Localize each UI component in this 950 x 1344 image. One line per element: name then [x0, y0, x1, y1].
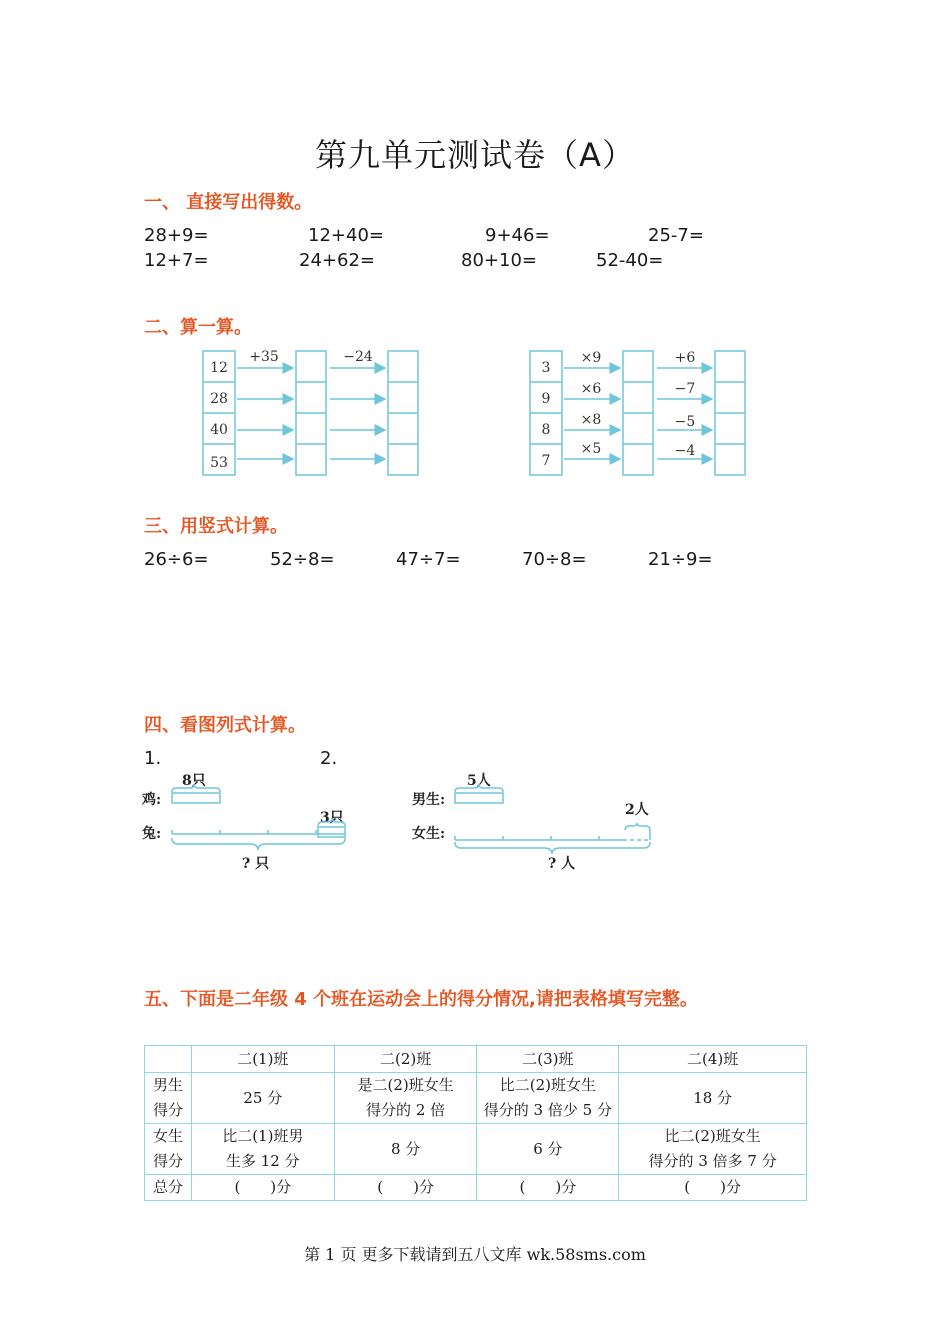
- division-item: 70÷8=: [522, 549, 587, 570]
- table-row: [145, 1073, 807, 1124]
- chain-operation: −24: [343, 349, 373, 365]
- chain-operation: ×6: [580, 381, 602, 397]
- page-footer: 第 1 页 更多下载请到五八文库 wk.58sms.com: [304, 1245, 646, 1264]
- answer-blank[interactable]: ( )分: [191, 1175, 334, 1201]
- answer-blank[interactable]: ( )分: [477, 1175, 619, 1201]
- diagram-question: ? 只: [242, 856, 270, 872]
- chain-operation: −5: [674, 414, 696, 430]
- section3-heading: 三、用竖式计算。: [144, 516, 288, 537]
- table-header-cell: 二(1)班: [191, 1046, 334, 1073]
- table-cell: 比二(2)班女生 得分的 3 倍少 5 分: [477, 1073, 619, 1124]
- table-cell: 6 分: [477, 1124, 619, 1175]
- diagram-label: 兔:: [142, 826, 162, 842]
- chain-operation: ×9: [580, 350, 602, 366]
- equation: 12+7=: [144, 250, 209, 271]
- table-cell: 比二(1)班男 生多 12 分: [191, 1124, 334, 1175]
- chain-input: 7: [541, 453, 551, 469]
- table-cell: 8 分: [334, 1124, 477, 1175]
- table-header-cell: 二(4)班: [619, 1046, 807, 1073]
- section2-heading: 二、算一算。: [144, 317, 252, 338]
- division-item: 47÷7=: [396, 549, 461, 570]
- equation: 12+40=: [308, 225, 384, 246]
- section4-heading: 四、看图列式计算。: [144, 715, 306, 736]
- equation: 9+46=: [485, 225, 550, 246]
- chain-operation: ×8: [580, 412, 602, 428]
- chain-input: 9: [541, 391, 551, 407]
- calc-chain-left: [200, 345, 425, 480]
- table-header-cell: 二(3)班: [477, 1046, 619, 1073]
- table-row: [145, 1124, 807, 1175]
- diagram-question: ? 人: [548, 856, 576, 872]
- line-diagram-1: [140, 768, 355, 878]
- problem-number: 2.: [320, 748, 338, 769]
- table-row: [145, 1175, 807, 1201]
- row-label: 男生 得分: [145, 1073, 192, 1124]
- diagram-label: 女生:: [412, 826, 446, 842]
- table-cell: 25 分: [191, 1073, 334, 1124]
- diagram-label: 鸡:: [142, 792, 162, 808]
- equation: 52-40=: [596, 250, 664, 271]
- table-cell: 18 分: [619, 1073, 807, 1124]
- chain-input: 12: [210, 360, 228, 376]
- table-header-row: [145, 1046, 807, 1073]
- chain-input: 8: [541, 422, 551, 438]
- line-diagram-2: [410, 768, 660, 878]
- chain-input: 53: [210, 455, 228, 471]
- problem-number: 1.: [144, 748, 162, 769]
- row-label: 总分: [145, 1175, 192, 1201]
- row-label: 女生 得分: [145, 1124, 192, 1175]
- chain-input: 28: [210, 391, 228, 407]
- page-title: 第九单元测试卷（A）: [315, 136, 635, 174]
- table-cell: 是二(2)班女生 得分的 2 倍: [334, 1073, 477, 1124]
- calc-chain-right: [527, 345, 752, 480]
- chain-operation: −7: [674, 381, 696, 397]
- diagram-value: 2人: [625, 802, 649, 818]
- diagram-value: 3只: [320, 810, 344, 826]
- equation: 80+10=: [461, 250, 537, 271]
- chain-operation: ×5: [580, 441, 602, 457]
- diagram-value: 8只: [182, 773, 206, 789]
- table-cell: 比二(2)班女生 得分的 3 倍多 7 分: [619, 1124, 807, 1175]
- equation: 24+62=: [299, 250, 375, 271]
- section5-heading: 五、下面是二年级 4 个班在运动会上的得分情况,请把表格填写完整。: [144, 989, 698, 1010]
- chain-operation: +6: [674, 350, 696, 366]
- division-item: 26÷6=: [144, 549, 209, 570]
- table-header-cell: 二(2)班: [334, 1046, 477, 1073]
- diagram-label: 男生:: [412, 792, 446, 808]
- equation: 25-7=: [648, 225, 704, 246]
- chain-input: 3: [541, 360, 551, 376]
- division-item: 52÷8=: [270, 549, 335, 570]
- equation: 28+9=: [144, 225, 209, 246]
- division-item: 21÷9=: [648, 549, 713, 570]
- chain-operation: −4: [674, 443, 696, 459]
- answer-blank[interactable]: ( )分: [619, 1175, 807, 1201]
- section1-heading: 一、 直接写出得数。: [144, 192, 313, 213]
- table-header-cell: [145, 1046, 192, 1073]
- chain-input: 40: [210, 422, 228, 438]
- diagram-value: 5人: [467, 773, 491, 789]
- score-table: [144, 1045, 807, 1201]
- answer-blank[interactable]: ( )分: [334, 1175, 477, 1201]
- chain-operation: +35: [249, 349, 279, 365]
